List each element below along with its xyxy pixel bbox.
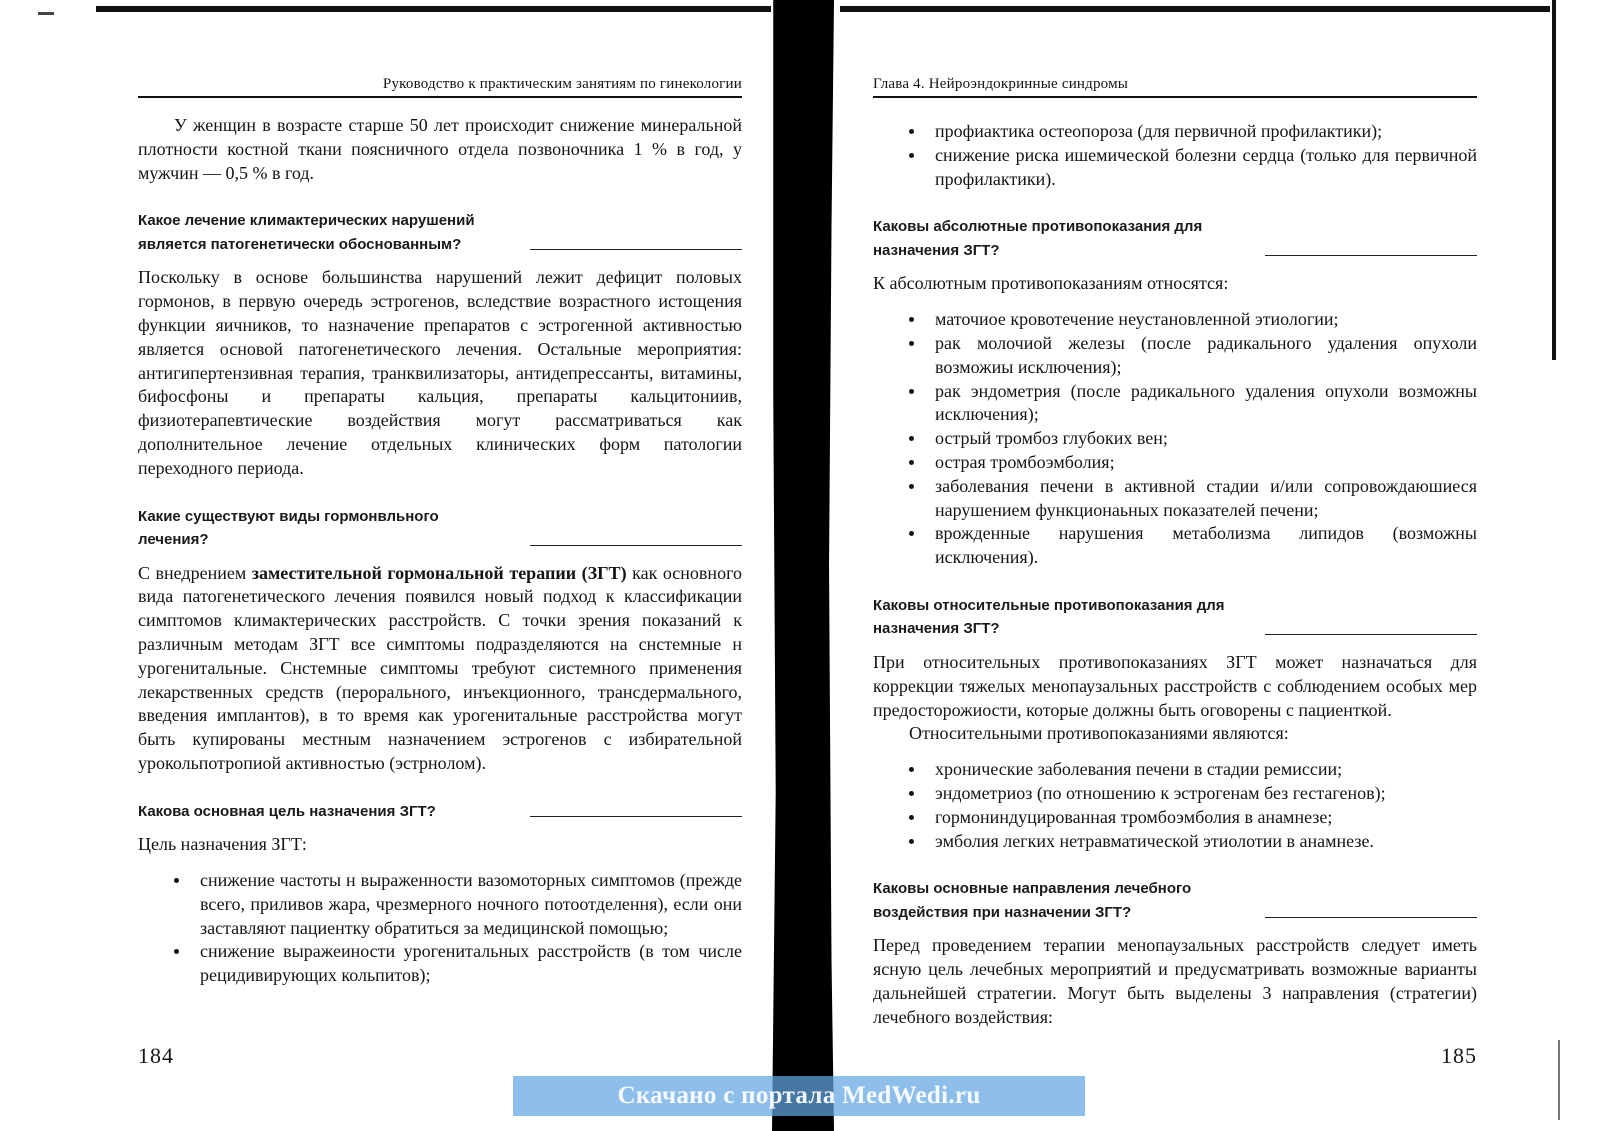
bullet-icon [909, 460, 914, 465]
question-heading [138, 209, 742, 256]
bullet-list [873, 120, 1477, 191]
page-body [138, 114, 742, 988]
running-head: Глава 4. Нейроэндокринные синдромы [873, 74, 1477, 98]
question-text: Какие существуют виды гормонвльного лечения? [138, 507, 439, 549]
bullet-icon [909, 436, 914, 441]
left-page [138, 0, 742, 1131]
list-item: рак эндометрия (после радикального удаления опухоли возможны исключения); [873, 380, 1477, 428]
list-item: снижение выражеиности урогенитальных расстройств (в том числе рецидивирующих кольпитов); [138, 940, 742, 988]
question-heading [138, 505, 742, 552]
right-page [873, 0, 1477, 1131]
bullet-icon [909, 531, 914, 536]
list-item: острая тромбоэмболия; [873, 451, 1477, 475]
intro-paragraph: У женщин в возрасте старше 50 лет происходит снижение минеральной плотности костной ткани поясничного отдела позвоночника 1 % в год, у мужчин — 0,5 % в год. [138, 115, 742, 183]
question-heading [138, 800, 742, 824]
answer-paragraph: Цель назначения ЗГТ: [138, 834, 307, 855]
bullet-icon [909, 153, 914, 158]
bullet-icon [909, 389, 914, 394]
question-text: Какова основная цель назначения ЗГТ? [138, 802, 436, 820]
list-item: гормониндуцированная тромбоэмболия в анамнезе; [873, 806, 1477, 830]
bullet-icon [174, 878, 179, 883]
answer-bold-term: заместительной гормональной терапии (ЗГТ) [251, 562, 627, 583]
book-gutter-shadow [772, 0, 834, 1131]
bullet-list [138, 869, 742, 988]
bullet-icon [909, 341, 914, 346]
heading-rule [1265, 917, 1477, 918]
heading-rule [1265, 255, 1477, 256]
page-number: 185 [1441, 1043, 1477, 1068]
list-item: хронические заболевания печени в стадии ремиссии; [873, 758, 1477, 782]
answer-paragraph: Поскольку в основе большинства нарушений лежит дефицит половых гормонов, в первую очередь эстрогенов, вследствие возрастного истощения функции яичников, то назначение препаратов с эстрогенной активностью является основой патогенетического лечения. Остальные мероприятия: антигипертензивная терапия, транквилизаторы, антидепрессанты, витамины, бифосфоны и препараты кальция, препараты кальцитониив, физиотерапевтические воздействия могут рассматриваться как дополнительное лечение отдельных клинических форм патологии переходного периода. [138, 267, 742, 478]
bullet-list [873, 758, 1477, 853]
answer-paragraph: К абсолютным противопоказаниям относятся: [873, 273, 1229, 294]
page-number: 184 [138, 1043, 174, 1068]
bullet-icon [909, 317, 914, 322]
scan-right-edge [1552, 0, 1556, 360]
list-item: эмболия легких нетравматической этиолотии в анамнезе. [873, 830, 1477, 854]
bullet-icon [909, 791, 914, 796]
answer-paragraph: Перед проведением терапии менопаузальных расстройств следует иметь ясную цель лечебных мероприятий и предусматривать возможные варианты дальнейшей стратегии. Могут быть выделены 3 направления (стратегии) лечебного воздействия: [873, 935, 1477, 1027]
bullet-list [873, 308, 1477, 570]
bullet-icon [909, 484, 914, 489]
running-head: Руководство к практическим занятиям по гинекологии [138, 74, 742, 98]
list-item: снижение частоты н выраженности вазомоторных симптомов (прежде всего, приливов жара, чрезмерного ночного потоотделення), если они заставляют пациентку обратиться за медицинской помощью; [138, 869, 742, 940]
answer-paragraph: Относительными противопоказаниями являются: [909, 723, 1289, 744]
question-text: Каковы относительные противопоказания для назначения ЗГТ? [873, 596, 1225, 638]
heading-rule [530, 545, 742, 546]
question-heading [873, 215, 1477, 262]
list-item: острый тромбоз глубоких вен; [873, 427, 1477, 451]
question-text: Какое лечение климактерических нарушений является патогенетически обоснованным? [138, 212, 475, 253]
list-item: рак молочиой железы (после радикального удаления опухоли возможиы исключения); [873, 332, 1477, 380]
question-heading [873, 877, 1477, 924]
heading-rule [530, 249, 742, 250]
watermark-banner: Скачано с портала MedWedi.ru [513, 1076, 1085, 1116]
scan-artifact-mark [38, 12, 54, 15]
answer-paragraph [138, 562, 742, 776]
heading-rule [530, 816, 742, 817]
answer-text: С внедрением [138, 562, 252, 583]
answer-text: как основного вида патогенетического лечения появился новый подход к классификации симптомов климактерических расстройств. С точки зрения показаний к различным методам ЗГТ все симптомы подразделяются на снстемные н урогенитальные. Снстемные симптомы требуют системного применения лекарственных средств (перорального, инъекционного, трансдермального, введения имплантов), в то время как урогенитальные расстройства могут быть купированы местным назначением эстрогенов с избирательной урокольпотропиой активностью (эстрнолом). [138, 562, 742, 773]
bullet-icon [174, 949, 179, 954]
list-item: эндометриоз (по отношению к эстрогенам без гестагенов); [873, 782, 1477, 806]
bullet-icon [909, 839, 914, 844]
question-text: Каковы абсолютные противопоказания для назначения ЗГТ? [873, 218, 1203, 259]
heading-rule [1265, 634, 1477, 635]
scan-right-edge [1558, 1040, 1560, 1120]
list-item: заболевания печени в активной стадии и/или сопровождаюшиеся нарушением функционаьных показателей печени; [873, 475, 1477, 523]
question-text: Каковы основные направления лечебного воздействия при назначении ЗГТ? [873, 880, 1192, 921]
question-heading [873, 594, 1477, 641]
bullet-icon [909, 767, 914, 772]
bullet-icon [909, 129, 914, 134]
list-item: маточиое кровотечение неустановленной этиологии; [873, 308, 1477, 332]
list-item: врожденные нарушения метаболизма липидов (возможны исключения). [873, 522, 1477, 570]
bullet-icon [909, 815, 914, 820]
answer-paragraph: При относительных противопоказаниях ЗГТ может назначаться для коррекции тяжелых менопаузальных расстройств с соблюдением особых мер предосторожиости, которые должны быть оговорены с пациенткой. [873, 651, 1477, 720]
page-body [873, 120, 1477, 1030]
list-item: профиактика остеопороза (для первичной профилактики); [873, 120, 1477, 144]
list-item: снижение риска ишемической болезни сердца (только для первичной профилактики). [873, 144, 1477, 192]
